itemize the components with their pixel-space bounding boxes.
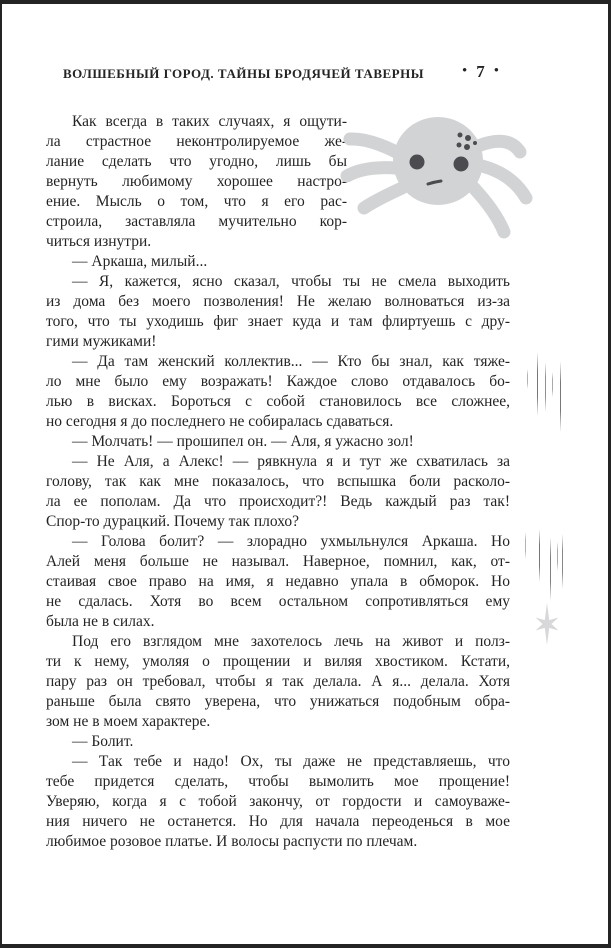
paragraph — [46, 432, 510, 452]
text-line: тебе придется сделать, чтобы вымолить мое прощение! — [46, 773, 510, 790]
text-line: — Молчать! — прошипел он. — Аля, я ужасно зол! — [72, 433, 414, 450]
text-line: ение. Мысль о том, что я его рас- — [46, 193, 347, 210]
text-line: не сдалась. Хотя во всем остальном сопротивляться ему — [46, 593, 510, 610]
running-title: ВОЛШЕБНЫЙ ГОРОД. ТАЙНЫ БРОДЯЧЕЙ ТАВЕРНЫ — [63, 66, 424, 81]
text-line: Спор-то дурацкий. Почему так плохо? — [46, 513, 300, 530]
text-line: любимое розовое платье. И волосы распусти по плечам. — [46, 833, 418, 850]
text-line: гими мужиками! — [46, 333, 157, 350]
text-line: — Я, кажется, ясно сказал, чтобы ты не смела выходить — [72, 273, 510, 290]
paragraph — [46, 632, 510, 732]
text-line: — Да там женский коллектив... — Кто бы знал, как тяже- — [72, 353, 510, 370]
bullet-icon: • — [462, 63, 468, 79]
text-line: пару раз он требовал, чтобы я так делала. А я... делала. Хотя — [46, 673, 510, 690]
text-line: — Так тебе и надо! Ох, ты даже не представляешь, что — [72, 753, 510, 770]
text-line: Алей меня больше не называл. Наверное, помнил, как, от- — [46, 553, 510, 570]
text-line: Уверяю, когда я с тобой закончу, от гордости и самоуваже- — [46, 793, 510, 810]
paragraph — [46, 252, 510, 272]
text-line: — Голова болит? — злорадно ухмыльнулся Аркаша. Но — [72, 533, 510, 550]
text-line: ния ничего не останется. Но для начала переоденься в мое — [46, 813, 510, 830]
text-line: из дома без моего позволения! Не желаю волноваться из-за — [46, 293, 510, 310]
text-line: строила, заставляла мучительно кор- — [46, 213, 347, 230]
paragraph — [46, 532, 510, 632]
text-line: ло мне было ему возражать! Каждое слово отдавалось бо- — [46, 373, 510, 390]
text-line: — Болит. — [72, 733, 134, 750]
page-number-value: 7 — [476, 62, 485, 81]
text-line: ти к нему, умоляя о прощении и виляя хвостиком. Кстати, — [46, 653, 510, 670]
text-line: Под его взглядом мне захотелось лечь на живот и полз- — [72, 633, 510, 650]
text-line: раньше была свято уверена, что унижаться подобным обра- — [46, 693, 510, 710]
text-line: лание сделать что угодно, лишь бы — [46, 153, 347, 170]
text-line: ла ее пополам. Да что происходит?! Ведь каждый раз так! — [46, 493, 510, 510]
spider-icon — [342, 116, 527, 241]
text-line: голову, так как мне показалось, что вспышка боли расколо- — [46, 473, 510, 490]
spider-illustration — [347, 112, 510, 252]
text-line: читься изнутри. — [46, 233, 152, 250]
text-line: но сегодня я до последнего не собиралась сдаваться. — [46, 413, 394, 430]
text-line: — Не Аля, а Алекс! — рявкнула я и тут же схватилась за — [72, 453, 510, 470]
page-number — [462, 63, 499, 80]
sparkle-lines-icon — [525, 529, 565, 609]
sparkle-lines-icon — [527, 351, 567, 431]
text-line: того, что ты уходишь фиг знает куда и там флиртуешь с дру- — [46, 313, 510, 330]
text-line: зом не в моем характере. — [46, 713, 211, 730]
paragraph — [46, 732, 510, 752]
text-line: вернуть любимому хорошее настро- — [46, 173, 347, 190]
text-line: ла страстное неконтролируемое же- — [46, 133, 347, 150]
bullet-icon: • — [493, 63, 500, 79]
paragraph — [46, 752, 510, 852]
spider-body — [393, 117, 483, 205]
paragraph — [46, 352, 510, 432]
text-line: — Аркаша, милый... — [72, 253, 208, 270]
text-line: лью в висках. Бороться с собой становилось все сложнее, — [46, 393, 510, 410]
text-line: Как всегда в таких случаях, я ощути- — [72, 113, 347, 130]
paragraph — [46, 452, 510, 532]
text-line: стаивая свое право на имя, я недавно упала в обморок. Но — [46, 573, 510, 590]
paragraph — [46, 272, 510, 352]
text-column — [46, 112, 510, 852]
text-line: была не в силах. — [46, 613, 155, 630]
